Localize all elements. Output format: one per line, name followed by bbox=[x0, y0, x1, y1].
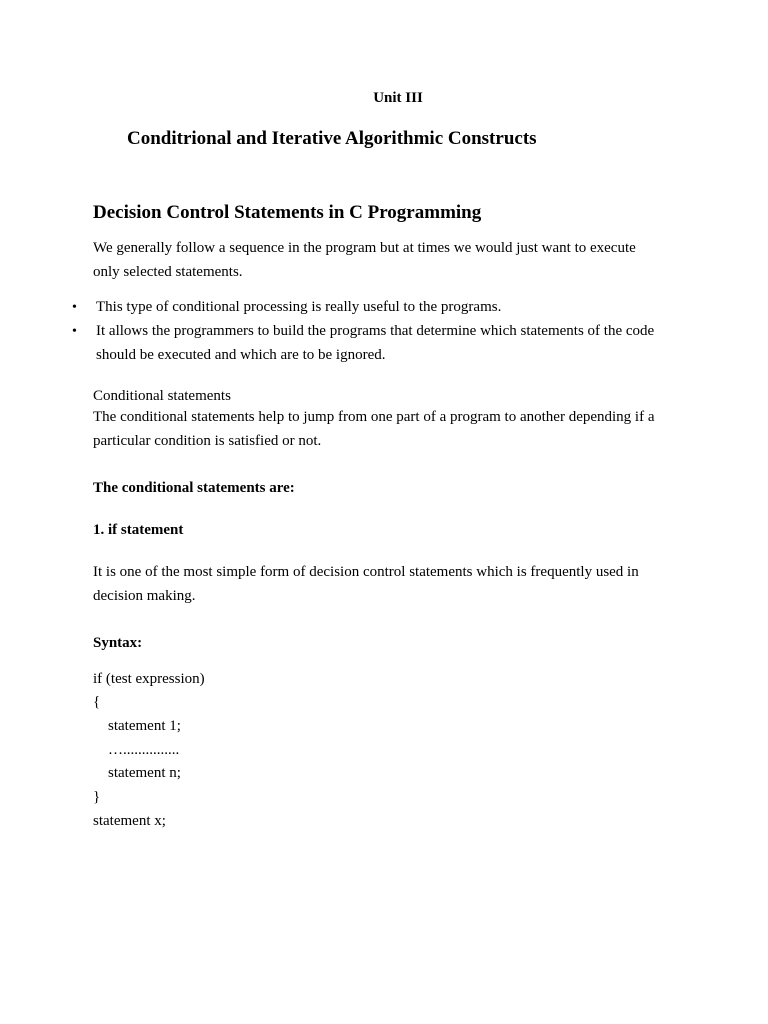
document-title: Conditrional and Iterative Algorithmic Constructs bbox=[127, 128, 537, 149]
code-line: …............... bbox=[108, 742, 180, 758]
if-desc-line-2: decision making. bbox=[93, 588, 196, 604]
unit-label: Unit III bbox=[373, 90, 423, 106]
intro-line-2: only selected statements. bbox=[93, 264, 243, 280]
bullet-icon: • bbox=[72, 300, 77, 315]
code-line: statement 1; bbox=[108, 718, 181, 734]
intro-line-1: We generally follow a sequence in the program but at times we would just want to execute bbox=[93, 240, 636, 256]
code-line: } bbox=[93, 789, 101, 805]
conditional-desc-line-1: The conditional statements help to jump from one part of a program to another depending if a bbox=[93, 409, 655, 425]
code-line: statement n; bbox=[108, 765, 181, 781]
if-desc-line-1: It is one of the most simple form of decision control statements which is frequently used in bbox=[93, 564, 639, 580]
code-line: if (test expression) bbox=[93, 671, 205, 687]
bullet-item-2-line-2: should be executed and which are to be ignored. bbox=[96, 347, 386, 363]
conditional-list-heading: The conditional statements are: bbox=[93, 480, 295, 496]
code-line: statement x; bbox=[93, 813, 166, 829]
syntax-label: Syntax: bbox=[93, 635, 143, 651]
if-statement-heading: 1. if statement bbox=[93, 522, 184, 538]
conditional-label: Conditional statements bbox=[93, 388, 231, 404]
bullet-icon: • bbox=[72, 324, 77, 339]
bullet-item-1: This type of conditional processing is really useful to the programs. bbox=[96, 299, 502, 315]
conditional-desc-line-2: particular condition is satisfied or not. bbox=[93, 433, 322, 449]
bullet-item-2-line-1: It allows the programmers to build the programs that determine which statements of the code bbox=[96, 323, 655, 339]
code-line: { bbox=[93, 694, 101, 710]
section-heading: Decision Control Statements in C Programming bbox=[93, 202, 482, 223]
